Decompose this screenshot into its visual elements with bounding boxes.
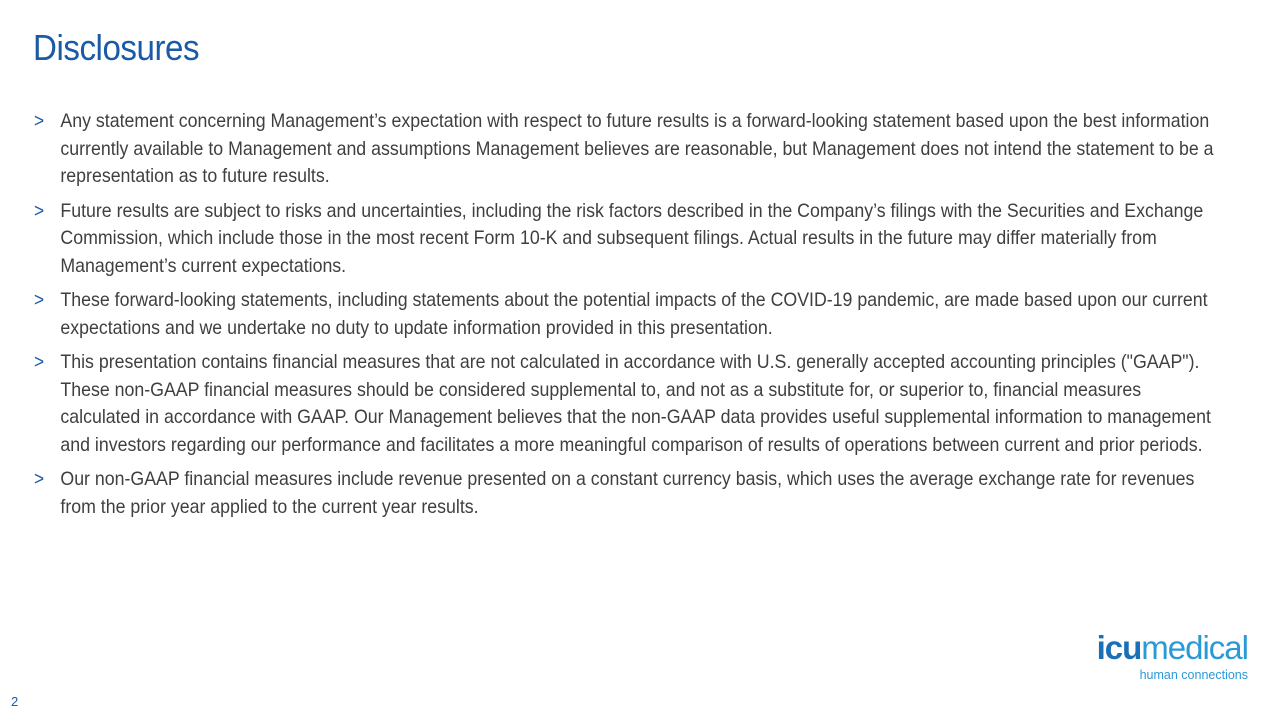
disclosure-bullet	[34, 287, 1217, 342]
bullet-marker: >	[34, 200, 45, 222]
disclosure-bullet	[34, 108, 1217, 191]
bullet-text: Our non-GAAP financial measures include revenue presented on a constant currency basis, which uses the average exchange rate for revenues from the prior year applied to the current year results.	[60, 468, 1195, 518]
page-number: 2	[11, 694, 19, 709]
bullet-marker: >	[34, 352, 45, 373]
disclosure-bullet	[34, 349, 1217, 459]
bullet-text: These forward-looking statements, including statements about the potential impacts of the COVID-19 pandemic, are made based upon our current expectations and we undertake no duty to update information provided in this presentation.	[60, 289, 1208, 339]
bullet-text: Future results are subject to risks and uncertainties, including the risk factors described in the Company’s filings with the Securities and Exchange Commission, which include those in the most recent Form 10-K and subsequent filings. Actual results in the future may differ materially from Management’s current expectations.	[60, 199, 1204, 277]
bullet-marker: >	[34, 111, 45, 132]
icu-medical-logo	[1048, 630, 1248, 682]
bullet-text: This presentation contains financial measures that are not calculated in accordance with U.S. generally accepted accounting principles ("GAAP"). These non-GAAP financial measures should be considered supplemental to, and not as a substitute for, or superior to, financial measures calculated in accordance with GAAP. Our Management believes that the non-GAAP data provides useful supplemental information to management and investors regarding our performance and facilitates a more meaningful comparison of results of operations between current and prior periods.	[60, 351, 1211, 456]
slide-title: Disclosures	[33, 27, 200, 68]
logo-name-light: medical	[1141, 629, 1248, 666]
logo-wordmark	[1048, 630, 1248, 666]
disclosure-bullet	[34, 198, 1217, 281]
disclosure-list	[34, 108, 1217, 528]
bullet-marker: >	[34, 469, 45, 490]
logo-tagline: human connections	[1139, 668, 1248, 682]
bullet-marker: >	[34, 290, 45, 311]
bullet-text: Any statement concerning Management’s expectation with respect to future results is a forward-looking statement based upon the best information currently available to Management and assumptions Management believes are reasonable, but Management does not intend the statement to be a representation as to future results.	[60, 110, 1214, 187]
disclosure-bullet	[34, 466, 1217, 521]
logo-name-bold: icu	[1096, 629, 1142, 666]
